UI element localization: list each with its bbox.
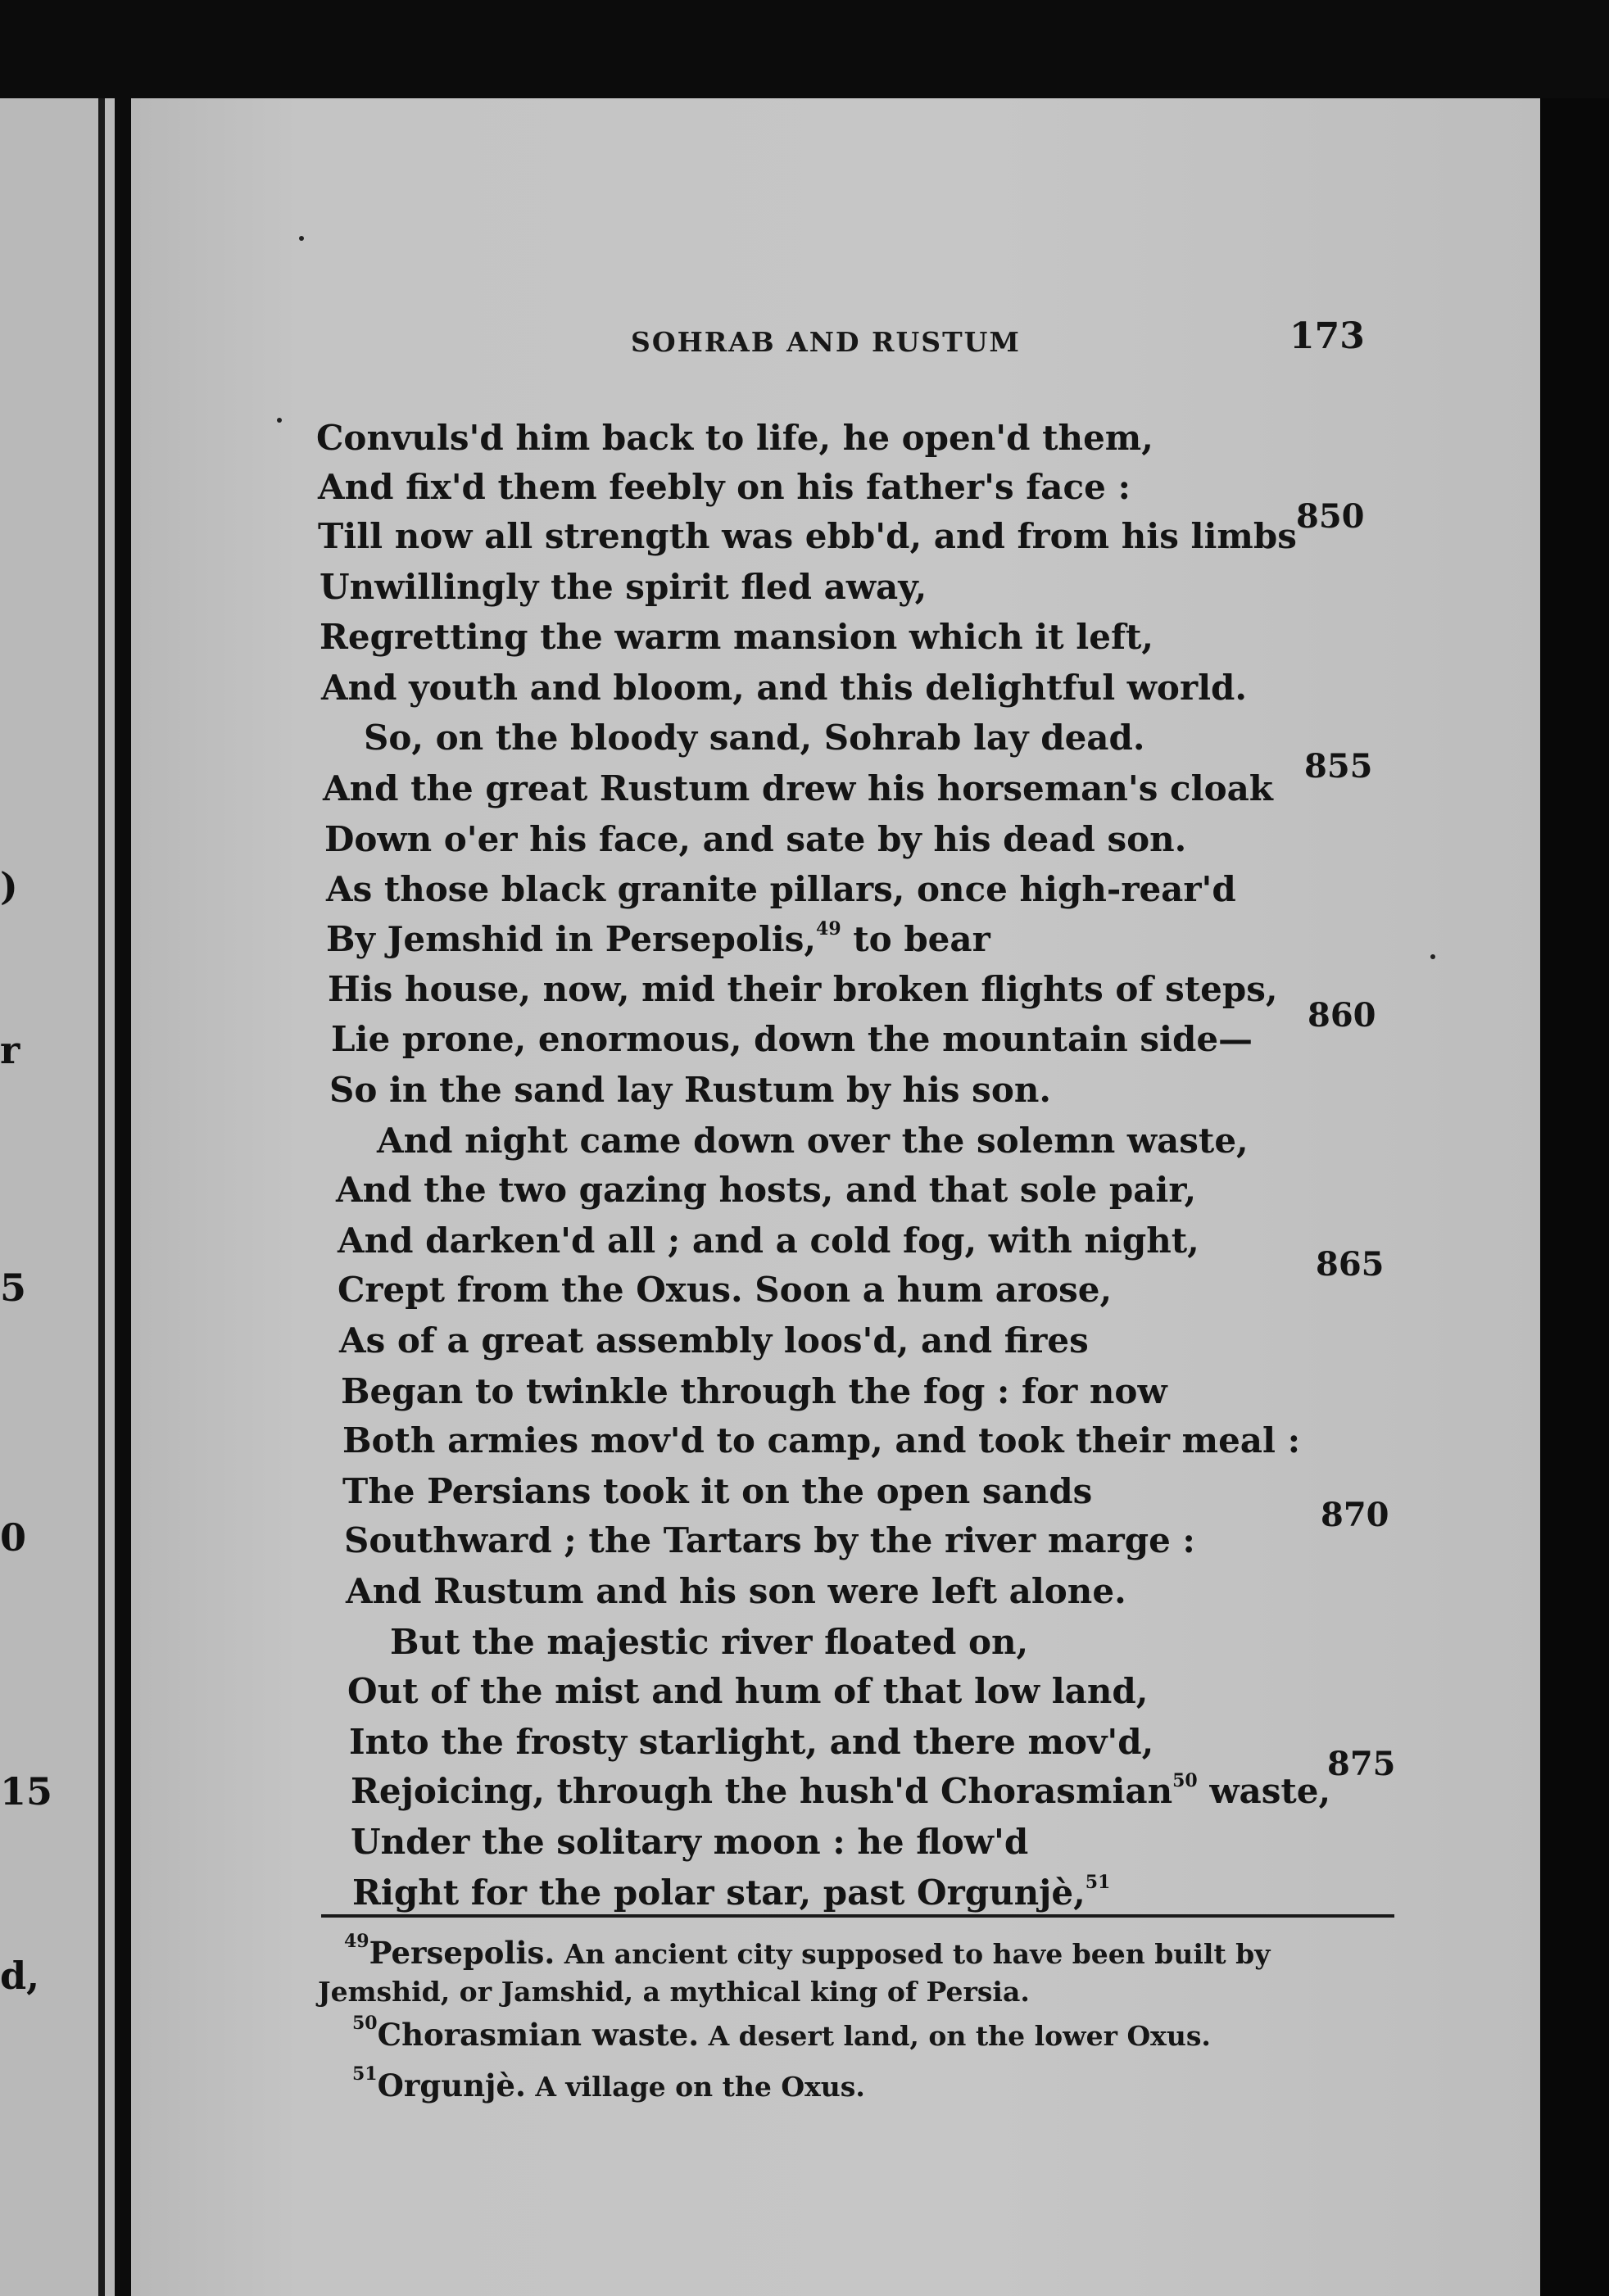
- scan-speck: [277, 418, 282, 423]
- poem-line-text: Began to twinkle through the fog : for now: [341, 1371, 1167, 1411]
- footnote-ref: 49: [816, 918, 841, 940]
- footnote-text: A desert land, on the lower Oxus.: [699, 2020, 1211, 2052]
- line-number: 875: [1327, 1745, 1396, 1783]
- poem-line-text: So in the sand lay Rustum by his son.: [329, 1070, 1051, 1110]
- poem-line: [331, 1019, 1253, 1059]
- poem-line-text: Rejoicing, through the hush'd Chorasmian: [351, 1771, 1173, 1811]
- poem-line-text: Under the solitary moon : he flow'd: [351, 1822, 1029, 1862]
- footnote-49-continuation: Jemshid, or Jamshid, a mythical king of Persia.: [318, 1976, 1030, 2008]
- poem-line: [326, 869, 1236, 909]
- poem-line: [377, 1121, 1249, 1161]
- line-number: 855: [1304, 747, 1373, 786]
- poem-line-text: And the great Rustum drew his horseman's cloak: [323, 768, 1273, 808]
- facing-page-fragment: 0: [0, 1515, 27, 1560]
- poem-line: [336, 1170, 1196, 1210]
- poem-line: [341, 1371, 1167, 1411]
- poem-line: [328, 969, 1278, 1009]
- facing-page-fragment: 5: [0, 1266, 27, 1310]
- line-number: 865: [1316, 1245, 1385, 1284]
- poem-line-text: Lie prone, enormous, down the mountain side—: [331, 1019, 1253, 1059]
- poem-line-text: Both armies mov'd to camp, and took their meal :: [342, 1420, 1301, 1460]
- footnote-ref: 50: [1172, 1770, 1198, 1791]
- poem-line: [338, 1220, 1199, 1261]
- poem-line-text: But the majestic river floated on,: [390, 1622, 1029, 1662]
- poem-line: [364, 718, 1145, 758]
- footnote-51: [352, 2063, 865, 2104]
- poem-line: [320, 567, 927, 607]
- poem-line: [342, 1420, 1300, 1460]
- poem-line: [344, 1520, 1195, 1560]
- poem-line-text: Regretting the warm mansion which it left,: [320, 617, 1154, 657]
- poem-line-text: His house, now, mid their broken flights of steps,: [328, 969, 1278, 1009]
- poem-line-text: Into the frosty starlight, and there mov'd,: [349, 1722, 1154, 1762]
- poem-line-text: As those black granite pillars, once high-rear'd: [326, 869, 1236, 909]
- footnote-marker: 51: [352, 2063, 378, 2085]
- poem-line-text: Unwillingly the spirit fled away,: [320, 567, 927, 607]
- poem-line: [339, 1320, 1089, 1361]
- footnote-50: [352, 2013, 1211, 2053]
- poem-line: [321, 668, 1247, 708]
- poem-line-text: And night came down over the solemn waste,: [377, 1121, 1249, 1161]
- footnote-marker: 49: [344, 1931, 369, 1952]
- footnote-term: Chorasmian waste.: [377, 2017, 700, 2053]
- poem-line: [329, 1070, 1051, 1110]
- poem-line: [352, 1873, 1110, 1913]
- poem-line-text: By Jemshid in Persepolis,: [326, 919, 817, 959]
- footnote-rule: [321, 1914, 1394, 1918]
- poem-line: [342, 1471, 1092, 1511]
- poem-line-tail: waste,: [1197, 1771, 1331, 1811]
- facing-page-fragment: d,: [0, 1954, 40, 1998]
- facing-page-fragment: r: [0, 1028, 20, 1072]
- poem-line-text: The Persians took it on the open sands: [342, 1471, 1093, 1511]
- line-number: 870: [1321, 1496, 1389, 1534]
- poem-line: [338, 1270, 1112, 1310]
- poem-line: [320, 617, 1153, 657]
- running-head: SOHRAB AND RUSTUM: [631, 326, 1021, 358]
- line-number: 850: [1296, 497, 1365, 536]
- poem-line-text: Out of the mist and hum of that low land,: [347, 1671, 1149, 1711]
- line-number: 860: [1308, 996, 1376, 1035]
- poem-line-text: Crept from the Oxus. Soon a hum arose,: [338, 1270, 1113, 1310]
- poem-line: [323, 768, 1273, 808]
- poem-line-text: Right for the polar star, past Orgunjè,: [352, 1873, 1086, 1913]
- footnote-49: [344, 1931, 1271, 1971]
- footnote-term: Orgunjè.: [377, 2067, 526, 2104]
- poem-line-text: As of a great assembly loos'd, and fires: [339, 1320, 1089, 1361]
- scan-speck: [1430, 954, 1435, 959]
- poem-line-text: So, on the bloody sand, Sohrab lay dead.: [364, 718, 1145, 758]
- page-number: 173: [1289, 315, 1365, 357]
- footnote-term: Persepolis.: [369, 1935, 555, 1971]
- scan-speck: [299, 236, 304, 241]
- poem-line-text: Down o'er his face, and sate by his dead son.: [324, 819, 1187, 859]
- poem-line: [326, 919, 990, 959]
- poem-line: [316, 418, 1153, 458]
- poem-line-text: And fix'd them feebly on his father's face :: [318, 467, 1131, 507]
- poem-line: [318, 467, 1131, 507]
- footnote-text: An ancient city supposed to have been built by: [555, 1938, 1271, 1970]
- poem-line: [346, 1571, 1126, 1611]
- poem-line: [324, 819, 1186, 859]
- poem-line-text: And the two gazing hosts, and that sole pair,: [336, 1170, 1197, 1210]
- facing-page-fragment: ): [0, 864, 18, 908]
- poem-line-text: And darken'd all ; and a cold fog, with night,: [338, 1220, 1199, 1261]
- poem-line: [390, 1622, 1028, 1662]
- footnote-marker: 50: [352, 2013, 378, 2034]
- poem-line-text: Convuls'd him back to life, he open'd them,: [316, 418, 1153, 458]
- poem-line: [318, 516, 1297, 556]
- poem-line-text: And youth and bloom, and this delightful world.: [321, 668, 1248, 708]
- poem-line: [351, 1771, 1330, 1811]
- page-gutter: [98, 98, 105, 2296]
- footnote-ref: 51: [1085, 1872, 1111, 1893]
- scan-border: [1540, 98, 1609, 2296]
- poem-line-text: And Rustum and his son were left alone.: [346, 1571, 1126, 1611]
- poem-line: [349, 1722, 1153, 1762]
- facing-page-fragment: 15: [0, 1769, 53, 1814]
- poem-line: [347, 1671, 1148, 1711]
- footnote-text: A village on the Oxus.: [525, 2071, 865, 2103]
- poem-line-text: Southward ; the Tartars by the river marge :: [344, 1520, 1195, 1560]
- poem-line-text: Till now all strength was ebb'd, and from his limbs: [318, 516, 1297, 556]
- poem-line: [351, 1822, 1028, 1862]
- poem-line-tail: to bear: [841, 919, 990, 959]
